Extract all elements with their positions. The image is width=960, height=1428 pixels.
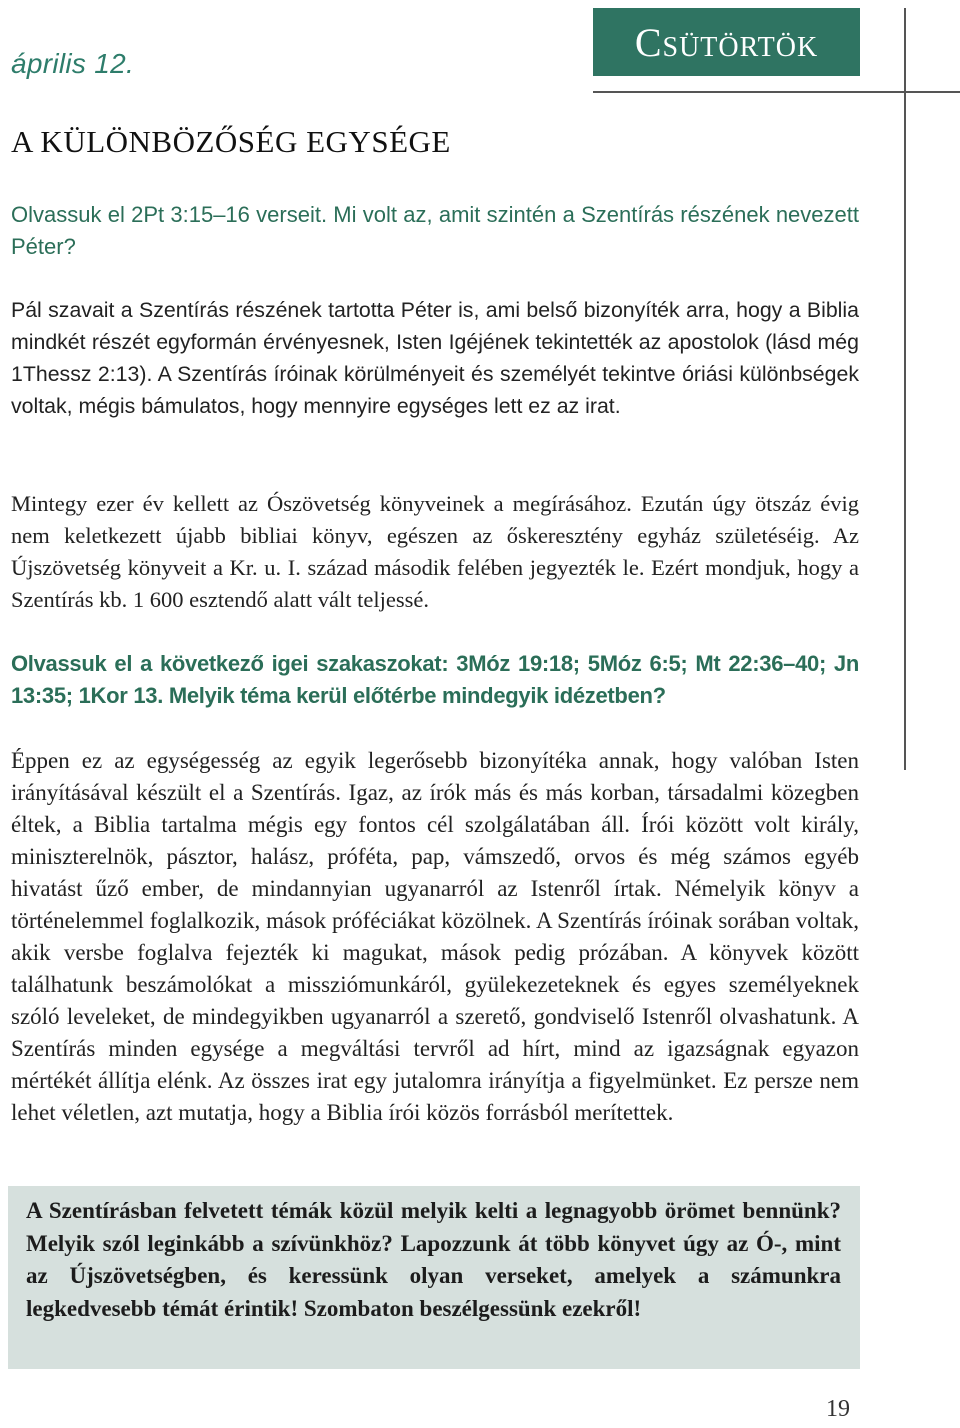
paragraph-3: Éppen ez az egységesség az egyik legerősebb bizonyítéka annak, hogy valóban Isten irányításával készült el a Szentírás. Igaz, az írók más és más korban, társadalmi közegben éltek, a Biblia tartalma mégis egy fontos cél szolgálatában áll. Írói között volt király, miniszterelnök, pásztor, halász, próféta, pap, vámszedő, orvos és még számos egyéb hivatást űző ember, de mindannyian ugyanarról az Istenről írtak. Némelyik könyv a történelemmel foglalkozik, mások próféciákat közölnek. A Szentírás íróinak sorában voltak, akik versbe foglalva fejezték ki magukat, mások pedig prózában. A könyvek között találhatunk beszámolókat a missziómunkáról, gyülekezeteknek és egyes személyeknek szóló leveleket, de mindegyikben ugyanarról a szerető, gondviselő Istenről olvashatunk. A Szentírás minden egysége a megváltási tervről ad hírt, mind az igazságnak egyazon mértékét állítja elénk. Az összes irat egy jutalomra irányítja a figyelmünket. Ez persze nem lehet véletlen, azt mutatja, hogy a Biblia írói közös forrásból merítettek. (11, 748, 859, 1125)
page-number: 19 (826, 1396, 850, 1422)
paragraph-2: Mintegy ezer év kellett az Ószövetség könyveinek a megírásához. Ezután úgy ötszáz évig nem keletkezett újabb bibliai könyv, egészen az őskeresztény egyház születéséig. Az Újszövetség könyveit a Kr. u. I. század második felében jegyezték le. Ezért mondjuk, hogy a Szentírás kb. 1 600 esztendő alatt vált teljessé. (11, 491, 859, 612)
weekday-banner (593, 8, 860, 76)
weekday-label: Csütörtök (634, 19, 819, 65)
reflection-text: A Szentírásban felvetett témák közül melyik kelti a legnagyobb örömet bennünk? Melyik szól leginkább a szívünkhöz? Lapozzunk át több könyvet úgy az Ó-, mint az Újszövetségben, és keressünk olyan verseket, amelyek a számunkra legkedvesebb témát érintik! Szombaton beszélgessünk ezekről! (26, 1198, 841, 1321)
study-question-1: Olvassuk el 2Pt 3:15–16 verseit. Mi volt az, amit szintén a Szentírás részének nevezett Péter? (11, 202, 859, 259)
margin-rule (904, 8, 906, 770)
date-label: április 12. (11, 48, 135, 79)
study-question-2: Olvassuk el a következő igei szakaszokat: 3Móz 19:18; 5Móz 6:5; Mt 22:36–40; Jn 13:35; 1Kor 13. Melyik téma kerül előtérbe mindegyik idézetben? (11, 651, 859, 708)
lesson-title: A KÜLÖNBÖZŐSÉG EGYSÉGE (11, 124, 451, 159)
paragraph-1: Pál szavait a Szentírás részének tartotta Péter is, ami belső bizonyíték arra, hogy a Biblia mindkét részét egyformán érvényesnek, Isten Igéjének tekintették az apostolok (lásd még 1Thessz 2:13). A Szentírás íróinak körülményeit és személyét tekintve óriási különbségek voltak, mégis bámulatos, hogy mennyire egységes lett ez az irat. (11, 298, 859, 418)
